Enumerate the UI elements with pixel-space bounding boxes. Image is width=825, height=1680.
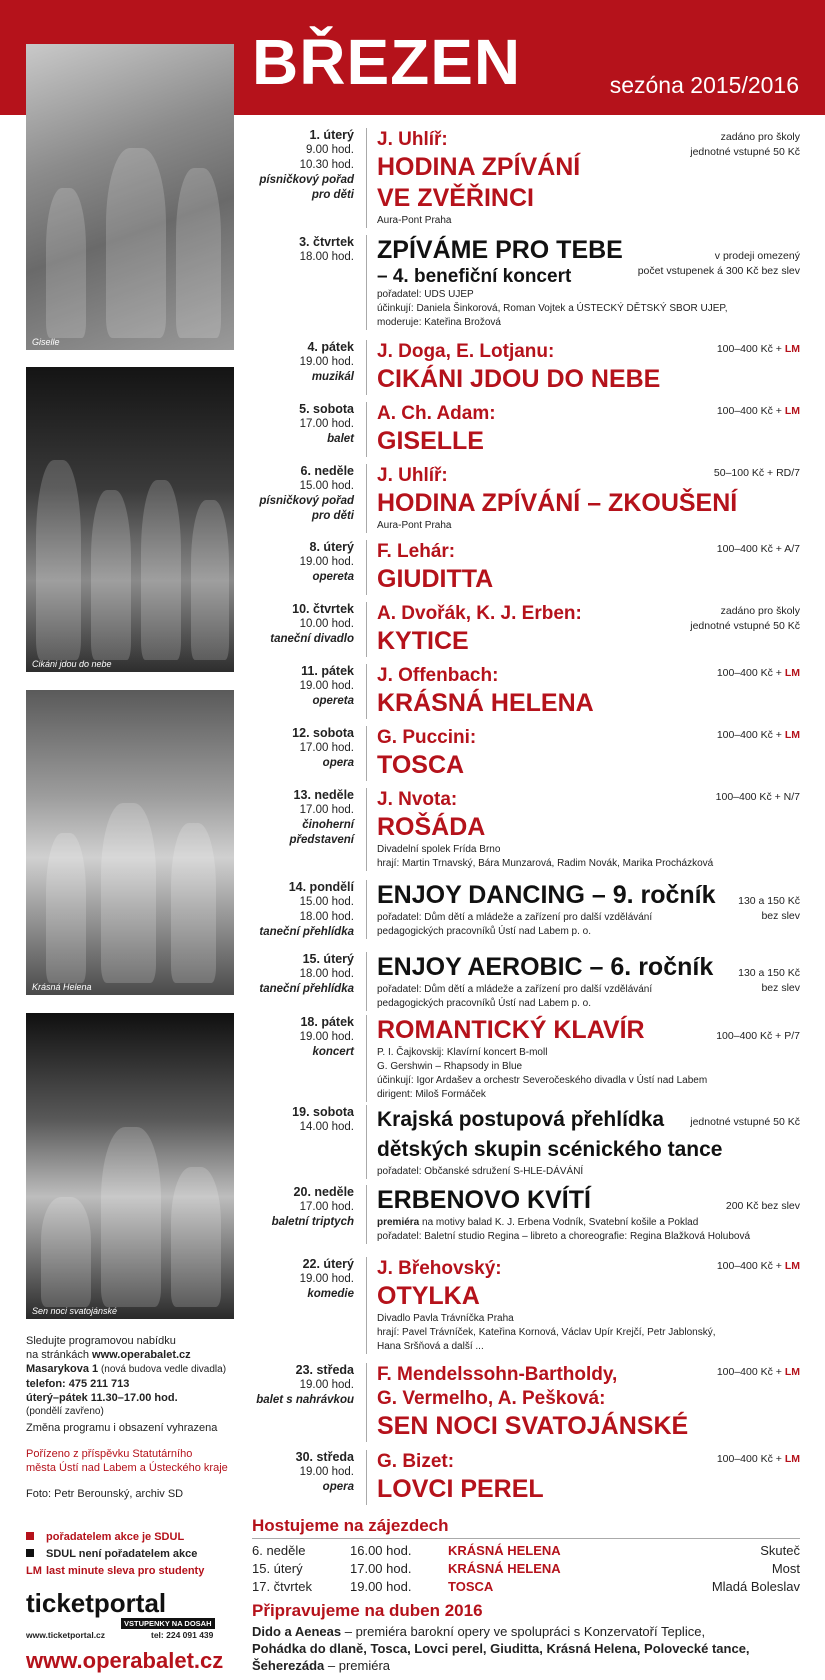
event-details: Aura-Pont Praha: [377, 215, 452, 226]
ticketportal-tel: tel: 224 091 439: [151, 1630, 214, 1640]
event-day: 18. pátek: [300, 1015, 354, 1029]
event-title: GISELLE: [377, 427, 484, 455]
event-details: Divadelní spolek Frída Brno hrají: Martin Trnavský, Bára Munzarová, Radim Novák, Marika Procházková: [377, 844, 714, 869]
info-line: Masarykova 1 (nová budova vedle divadla): [26, 1363, 227, 1375]
tour-time: 17.00 hod.: [350, 1561, 412, 1576]
event-day: 8. úterý: [309, 540, 354, 554]
event-title: ENJOY AEROBIC – 6. ročník: [377, 953, 714, 981]
event-day: 13. neděle: [293, 788, 354, 802]
event-genre: balet: [327, 433, 354, 445]
photo-cikani: [26, 367, 234, 672]
tour-day: 6. neděle: [252, 1543, 306, 1558]
event-details: Divadlo Pavla Trávníčka Praha hrají: Pavel Trávníček, Kateřina Kornová, Václav Upír Krejčí, Petr Jablonský, Hana Sršňová a další ...: [377, 1313, 716, 1352]
tour-row: [252, 1578, 800, 1595]
sponsor-line: Pořízeno z příspěvku Statutárního: [26, 1448, 193, 1460]
event-day: 1. úterý: [309, 128, 354, 142]
event-price: 130 a 150 Kč bez slev: [738, 895, 800, 922]
tour-day: 15. úterý: [252, 1561, 303, 1576]
event-title: ZPÍVÁME PRO TEBE: [377, 236, 623, 264]
black-square-icon: [26, 1549, 34, 1557]
event-date: [252, 464, 354, 524]
premiere-label: premiéra: [377, 1217, 420, 1228]
legend-text: SDUL není pořadatelem akce: [46, 1548, 198, 1560]
event-genre: opereta: [312, 695, 354, 707]
tour-title: KRÁSNÁ HELENA: [448, 1561, 561, 1576]
april-text: [252, 1623, 800, 1674]
event-details: P. I. Čajkovskij: Klavírní koncert B-moll G. Gershwin – Rhapsody in Blue účinkují: Igor Ardašev a orchestr Severočeského divadla v Ústí nad Labem dirigent: Miloš Formáček: [377, 1047, 708, 1100]
event-date: [252, 1257, 354, 1302]
event-time: 14.00 hod.: [299, 1121, 354, 1133]
event-date: [252, 1363, 354, 1408]
website-link[interactable]: www.operabalet.cz: [92, 1349, 191, 1361]
event-time: 19.00 hod.: [299, 1466, 354, 1478]
event-date: [252, 726, 354, 771]
price-text: 100–400 Kč +: [716, 1260, 785, 1272]
event-genre: koncert: [312, 1046, 354, 1058]
event-time: 15.00 hod.: [299, 480, 354, 492]
event-price: [717, 1452, 800, 1467]
event-genre: taneční přehlídka: [259, 926, 354, 938]
event-day: 6. neděle: [300, 464, 354, 478]
event-details-text: na motivy balad K. J. Erbena Vodník, Svatební košile a Poklad pořadatel: Baletní studio Regina – libreto a choreografie: Regina Blažková Holubová: [377, 1217, 751, 1242]
tour-place: Mladá Boleslav: [711, 1579, 800, 1594]
event-price: [717, 1259, 800, 1274]
event-time: 19.00 hod.: [299, 1379, 354, 1391]
event-details: pořadatel: Občanské sdružení S-HLE-DÁVÁNÍ: [377, 1166, 584, 1177]
lm-badge: LM: [784, 343, 800, 355]
event-time: 18.00 hod.: [299, 968, 354, 980]
info-line: Sledujte programovou nabídku: [26, 1335, 176, 1347]
event-price: jednotné vstupné 50 Kč: [690, 1116, 800, 1128]
divider: [252, 1538, 800, 1539]
event-title: KRÁSNÁ HELENA: [377, 689, 594, 717]
event-genre: komedie: [307, 1288, 354, 1300]
ticketportal-tagline: VSTUPENKY NA DOSAH: [121, 1618, 215, 1629]
event-price: 100–400 Kč + A/7: [716, 543, 800, 555]
lm-badge: LM: [784, 1366, 800, 1378]
ticketportal-logo[interactable]: [26, 1590, 226, 1640]
event-composer: J. Uhlíř:: [377, 465, 448, 486]
event-composer: J. Nvota:: [377, 789, 458, 810]
event-price: [717, 728, 800, 743]
event-genre: opereta: [312, 571, 354, 583]
event-price: [717, 404, 800, 419]
ticketportal-name: ticketportal: [26, 1588, 167, 1618]
event-day: 11. pátek: [301, 664, 354, 678]
event-date: [252, 340, 354, 385]
event-date: [252, 402, 354, 447]
event-day: 5. sobota: [299, 402, 354, 416]
event-date: [252, 540, 354, 585]
lm-mark: LM: [26, 1565, 42, 1577]
event-composer: F. Mendelssohn-Bartholdy, G. Vermelho, A. Pešková:: [377, 1364, 618, 1409]
event-time: 18.00 hod.: [299, 251, 354, 263]
event-date: [252, 1185, 354, 1230]
event-composer: J. Offenbach:: [377, 665, 499, 686]
event-genre: muzikál: [311, 371, 354, 383]
event-genre: baletní triptych: [271, 1216, 354, 1228]
event-day: 30. středa: [295, 1450, 354, 1464]
event-genre: opera: [322, 1481, 354, 1493]
event-genre: balet s nahrávkou: [256, 1394, 354, 1406]
event-composer: G. Bizet:: [377, 1451, 455, 1472]
event-time: 17.00 hod.: [299, 742, 354, 754]
event-composer: J. Doga, E. Lotjanu:: [377, 341, 555, 362]
event-price: 100–400 Kč + P/7: [716, 1030, 800, 1042]
lm-badge: LM: [784, 405, 800, 417]
legend-item: [26, 1548, 204, 1565]
event-composer: G. Puccini:: [377, 727, 477, 748]
address: Masarykova 1: [26, 1363, 99, 1375]
photo-caption: Giselle: [32, 337, 60, 347]
event-price: zadáno pro školy jednotné vstupné 50 Kč: [690, 605, 800, 632]
event-day: 4. pátek: [307, 340, 354, 354]
event-composer: F. Lehár:: [377, 541, 456, 562]
event-date: [252, 1450, 354, 1495]
event-day: 10. čtvrtek: [292, 602, 354, 616]
event-composer: A. Dvořák, K. J. Erben:: [377, 603, 582, 624]
event-date: [252, 235, 354, 265]
event-title: LOVCI PEREL: [377, 1475, 544, 1503]
legend-text: pořadatelem akce je SDUL: [46, 1531, 185, 1543]
event-title: CIKÁNI JDOU DO NEBE: [377, 365, 661, 393]
photo-caption: Cikáni jdou do nebe: [32, 659, 112, 669]
event-price: [717, 342, 800, 357]
event-day: 19. sobota: [292, 1105, 354, 1119]
event-date: [252, 1105, 354, 1135]
event-day: 20. neděle: [293, 1185, 354, 1199]
season-label: sezóna 2015/2016: [609, 72, 799, 98]
change-note: Změna programu i obsazení vyhrazena: [26, 1422, 218, 1434]
event-time: 19.00 hod.: [299, 1273, 354, 1285]
tour-place: Most: [771, 1561, 800, 1576]
event-price: zadáno pro školy jednotné vstupné 50 Kč: [690, 131, 800, 158]
event-details: Aura-Pont Praha: [377, 520, 452, 531]
event-time: 19.00 hod.: [299, 356, 354, 368]
page-title: BŘEZEN: [252, 26, 522, 98]
event-time: 19.00 hod.: [299, 556, 354, 568]
price-text: 100–400 Kč +: [716, 729, 785, 741]
event-body: [366, 1185, 811, 1244]
event-details: pořadatel: Dům dětí a mládeže a zařízení pro další vzdělávání pedagogických pracovníků Ústí nad Labem p. o.: [377, 912, 653, 937]
event-composer: A. Ch. Adam:: [377, 403, 496, 424]
event-title: HODINA ZPÍVÁNÍ – ZKOUŠENÍ: [377, 489, 738, 517]
event-subtitle: – 4. benefiční koncert: [377, 266, 572, 287]
phone: telefon: 475 211 713: [26, 1378, 130, 1390]
event-time: 15.00 hod. 18.00 hod.: [299, 896, 354, 923]
tour-time: 19.00 hod.: [350, 1579, 412, 1594]
event-genre: činoherní představení: [289, 819, 354, 846]
event-title: KYTICE: [377, 627, 469, 655]
event-day: 14. pondělí: [288, 880, 354, 894]
event-day: 15. úterý: [302, 952, 354, 966]
red-square-icon: [26, 1532, 34, 1540]
photo-caption: Sen noci svatojánské: [32, 1306, 118, 1316]
lm-badge: LM: [784, 729, 800, 741]
event-title: ENJOY DANCING – 9. ročník: [377, 881, 716, 909]
event-genre: písničkový pořad pro děti: [259, 174, 354, 201]
event-details: pořadatel: UDS UJEP účinkují: Daniela Šinkorová, Roman Vojtek a ÚSTECKÝ DĚTSKÝ SBOR UJEP, moderuje: Kateřina Brožová: [377, 289, 728, 328]
photo-helena: [26, 690, 234, 995]
price-text: 100–400 Kč +: [716, 1453, 785, 1465]
event-price: [717, 666, 800, 681]
info-line: na stránkách www.operabalet.cz: [26, 1349, 191, 1361]
event-details: [377, 1216, 811, 1244]
event-date: [252, 128, 354, 203]
touring-heading: Hostujeme na zájezdech: [252, 1516, 449, 1535]
legend-item: [26, 1565, 204, 1582]
photo-giselle: [26, 44, 234, 350]
event-time: 17.00 hod.: [299, 804, 354, 816]
legend: [26, 1531, 204, 1582]
event-title: ROMANTICKÝ KLAVÍR: [377, 1016, 645, 1044]
event-price: 50–100 Kč + RD/7: [713, 467, 800, 479]
event-day: 3. čtvrtek: [299, 235, 354, 249]
event-price: [717, 1365, 800, 1380]
ticketportal-contacts: [26, 1630, 226, 1640]
tour-title: KRÁSNÁ HELENA: [448, 1543, 561, 1558]
photo-sen-noci: [26, 1013, 234, 1319]
event-time: 10.00 hod.: [299, 618, 354, 630]
april-line: Pohádka do dlaně, Tosca, Lovci perel, Giuditta, Krásná Helena, Polovecké tance,: [252, 1641, 750, 1656]
contact-info: [26, 1334, 228, 1501]
event-day: 12. sobota: [292, 726, 354, 740]
event-genre: opera: [322, 757, 354, 769]
price-text: 100–400 Kč +: [716, 1366, 785, 1378]
event-title: ERBENOVO KVÍTÍ: [377, 1186, 591, 1214]
lm-badge: LM: [784, 667, 800, 679]
price-text: 100–400 Kč +: [716, 405, 785, 417]
event-date: [252, 880, 354, 940]
event-price: 100–400 Kč + N/7: [715, 791, 800, 803]
event-title: HODINA ZPÍVÁNÍ VE ZVĚŘINCI: [377, 153, 581, 212]
sponsor-line: města Ústí nad Labem a Ústeckého kraje: [26, 1462, 228, 1474]
tour-row: [252, 1542, 800, 1559]
price-text: 100–400 Kč +: [716, 343, 785, 355]
event-title: OTYLKA: [377, 1282, 480, 1310]
photo-caption: Krásná Helena: [32, 982, 92, 992]
event-genre: taneční přehlídka: [259, 983, 354, 995]
event-date: [252, 664, 354, 709]
legend-text: last minute sleva pro studenty: [46, 1565, 205, 1577]
photo-credit: Foto: Petr Berounský, archiv SD: [26, 1488, 184, 1500]
tour-time: 16.00 hod.: [350, 1543, 412, 1558]
event-date: [252, 1015, 354, 1060]
tour-title: TOSCA: [448, 1579, 494, 1594]
april-heading: Připravujeme na duben 2016: [252, 1601, 483, 1620]
event-title: Krajská postupová přehlídka dětských skupin scénického tance: [377, 1108, 723, 1161]
event-date: [252, 788, 354, 848]
event-time: 19.00 hod.: [299, 1031, 354, 1043]
footer-website[interactable]: www.operabalet.cz: [26, 1648, 224, 1673]
event-composer: J. Břehovský:: [377, 1258, 502, 1279]
price-text: 100–400 Kč +: [716, 667, 785, 679]
event-genre: písničkový pořad pro děti: [259, 495, 354, 522]
event-price: v prodeji omezený počet vstupenek á 300 Kč bez slev: [637, 250, 800, 277]
event-time: 9.00 hod. 10.30 hod.: [299, 144, 354, 171]
event-title: ROŠÁDA: [377, 813, 486, 841]
ticketportal-web: www.ticketportal.cz: [26, 1630, 106, 1640]
event-genre: taneční divadlo: [270, 633, 354, 645]
tour-day: 17. čtvrtek: [252, 1579, 312, 1594]
lm-badge: LM: [784, 1453, 800, 1465]
event-title: SEN NOCI SVATOJÁNSKÉ: [377, 1412, 689, 1440]
event-day: 23. středa: [295, 1363, 354, 1377]
event-time: 17.00 hod.: [299, 418, 354, 430]
event-price: 200 Kč bez slev: [725, 1200, 800, 1212]
lm-badge: LM: [784, 1260, 800, 1272]
event-time: 19.00 hod.: [299, 680, 354, 692]
april-line: Šeherezáda – premiéra: [252, 1658, 391, 1673]
event-date: [252, 602, 354, 647]
april-line: Dido a Aeneas – premiéra barokní opery ve spolupráci s Konzervatoří Teplice,: [252, 1624, 706, 1639]
event-title: GIUDITTA: [377, 565, 494, 593]
closed-note: (pondělí zavřeno): [26, 1406, 104, 1417]
legend-item: [26, 1531, 204, 1548]
event-title: TOSCA: [377, 751, 465, 779]
tour-place: Skuteč: [760, 1543, 800, 1558]
event-composer: J. Uhlíř:: [377, 129, 448, 150]
event-details: pořadatel: Dům dětí a mládeže a zařízení pro další vzdělávání pedagogických pracovníků Ústí nad Labem p. o.: [377, 984, 653, 1009]
event-time: 17.00 hod.: [299, 1201, 354, 1213]
opening-hours: úterý–pátek 11.30–17.00 hod.: [26, 1392, 178, 1404]
event-day: 22. úterý: [302, 1257, 354, 1271]
event-price: 130 a 150 Kč bez slev: [738, 967, 800, 994]
tour-row: [252, 1560, 800, 1577]
event-date: [252, 952, 354, 997]
